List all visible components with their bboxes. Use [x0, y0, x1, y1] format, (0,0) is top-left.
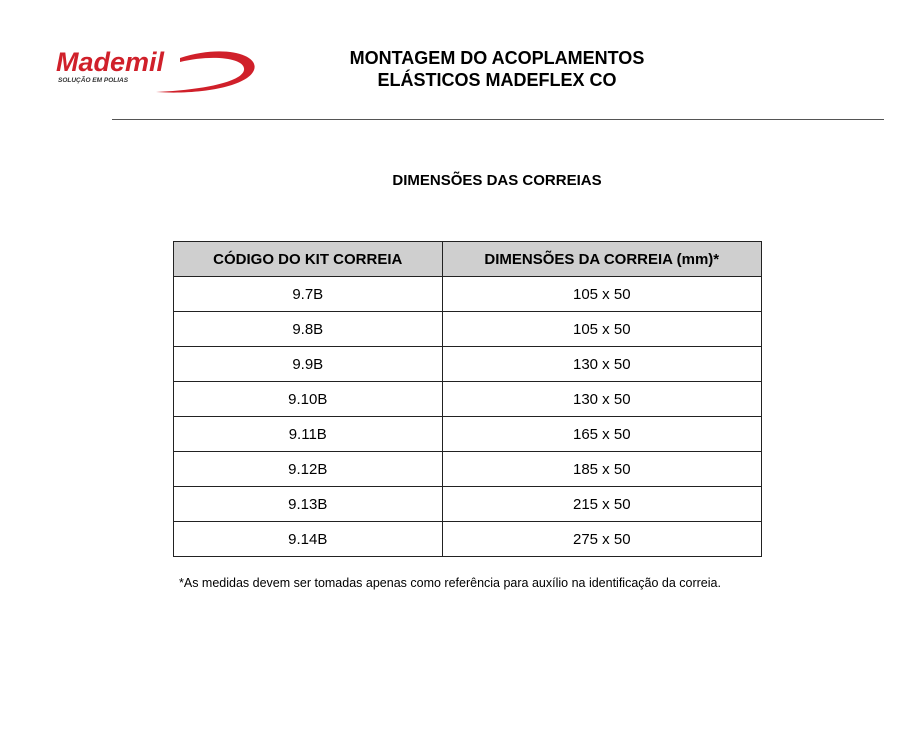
company-logo [52, 40, 258, 96]
table-row [174, 347, 762, 382]
kit-code-cell: 9.12B [174, 452, 443, 487]
table-row [174, 417, 762, 452]
kit-code-cell: 9.13B [174, 487, 443, 522]
table-row [174, 382, 762, 417]
dimension-cell: 165 x 50 [442, 417, 761, 452]
kit-code-cell: 9.7B [174, 277, 443, 312]
kit-code-cell: 9.9B [174, 347, 443, 382]
table-header-row [174, 242, 762, 277]
table-row [174, 277, 762, 312]
table-row [174, 522, 762, 557]
dimension-cell: 130 x 50 [442, 382, 761, 417]
belt-dimensions-table [173, 241, 762, 557]
logo-wordmark: Mademil [56, 47, 165, 77]
kit-code-cell: 9.14B [174, 522, 443, 557]
logo-tagline: SOLUÇÃO EM POLIAS [58, 77, 129, 84]
dimension-cell: 185 x 50 [442, 452, 761, 487]
dimension-cell: 275 x 50 [442, 522, 761, 557]
dimension-cell: 215 x 50 [442, 487, 761, 522]
document-title [280, 47, 714, 91]
dimension-cell: 130 x 50 [442, 347, 761, 382]
section-title: DIMENSÕES DAS CORREIAS [392, 172, 602, 189]
dimension-cell: 105 x 50 [442, 312, 761, 347]
title-line-2: ELÁSTICOS MADEFLEX CO [377, 70, 617, 90]
table-row [174, 487, 762, 522]
table-row [174, 452, 762, 487]
header-belt-dimensions: DIMENSÕES DA CORREIA (mm)* [442, 242, 761, 277]
kit-code-cell: 9.11B [174, 417, 443, 452]
table-row [174, 312, 762, 347]
header-divider [112, 119, 884, 120]
kit-code-cell: 9.8B [174, 312, 443, 347]
header-kit-code: CÓDIGO DO KIT CORREIA [174, 242, 443, 277]
footnote: *As medidas devem ser tomadas apenas como referência para auxílio na identificação da correia. [179, 576, 721, 590]
dimension-cell: 105 x 50 [442, 277, 761, 312]
title-line-1: MONTAGEM DO ACOPLAMENTOS [349, 48, 645, 68]
kit-code-cell: 9.10B [174, 382, 443, 417]
mademil-logo-icon [52, 40, 258, 96]
